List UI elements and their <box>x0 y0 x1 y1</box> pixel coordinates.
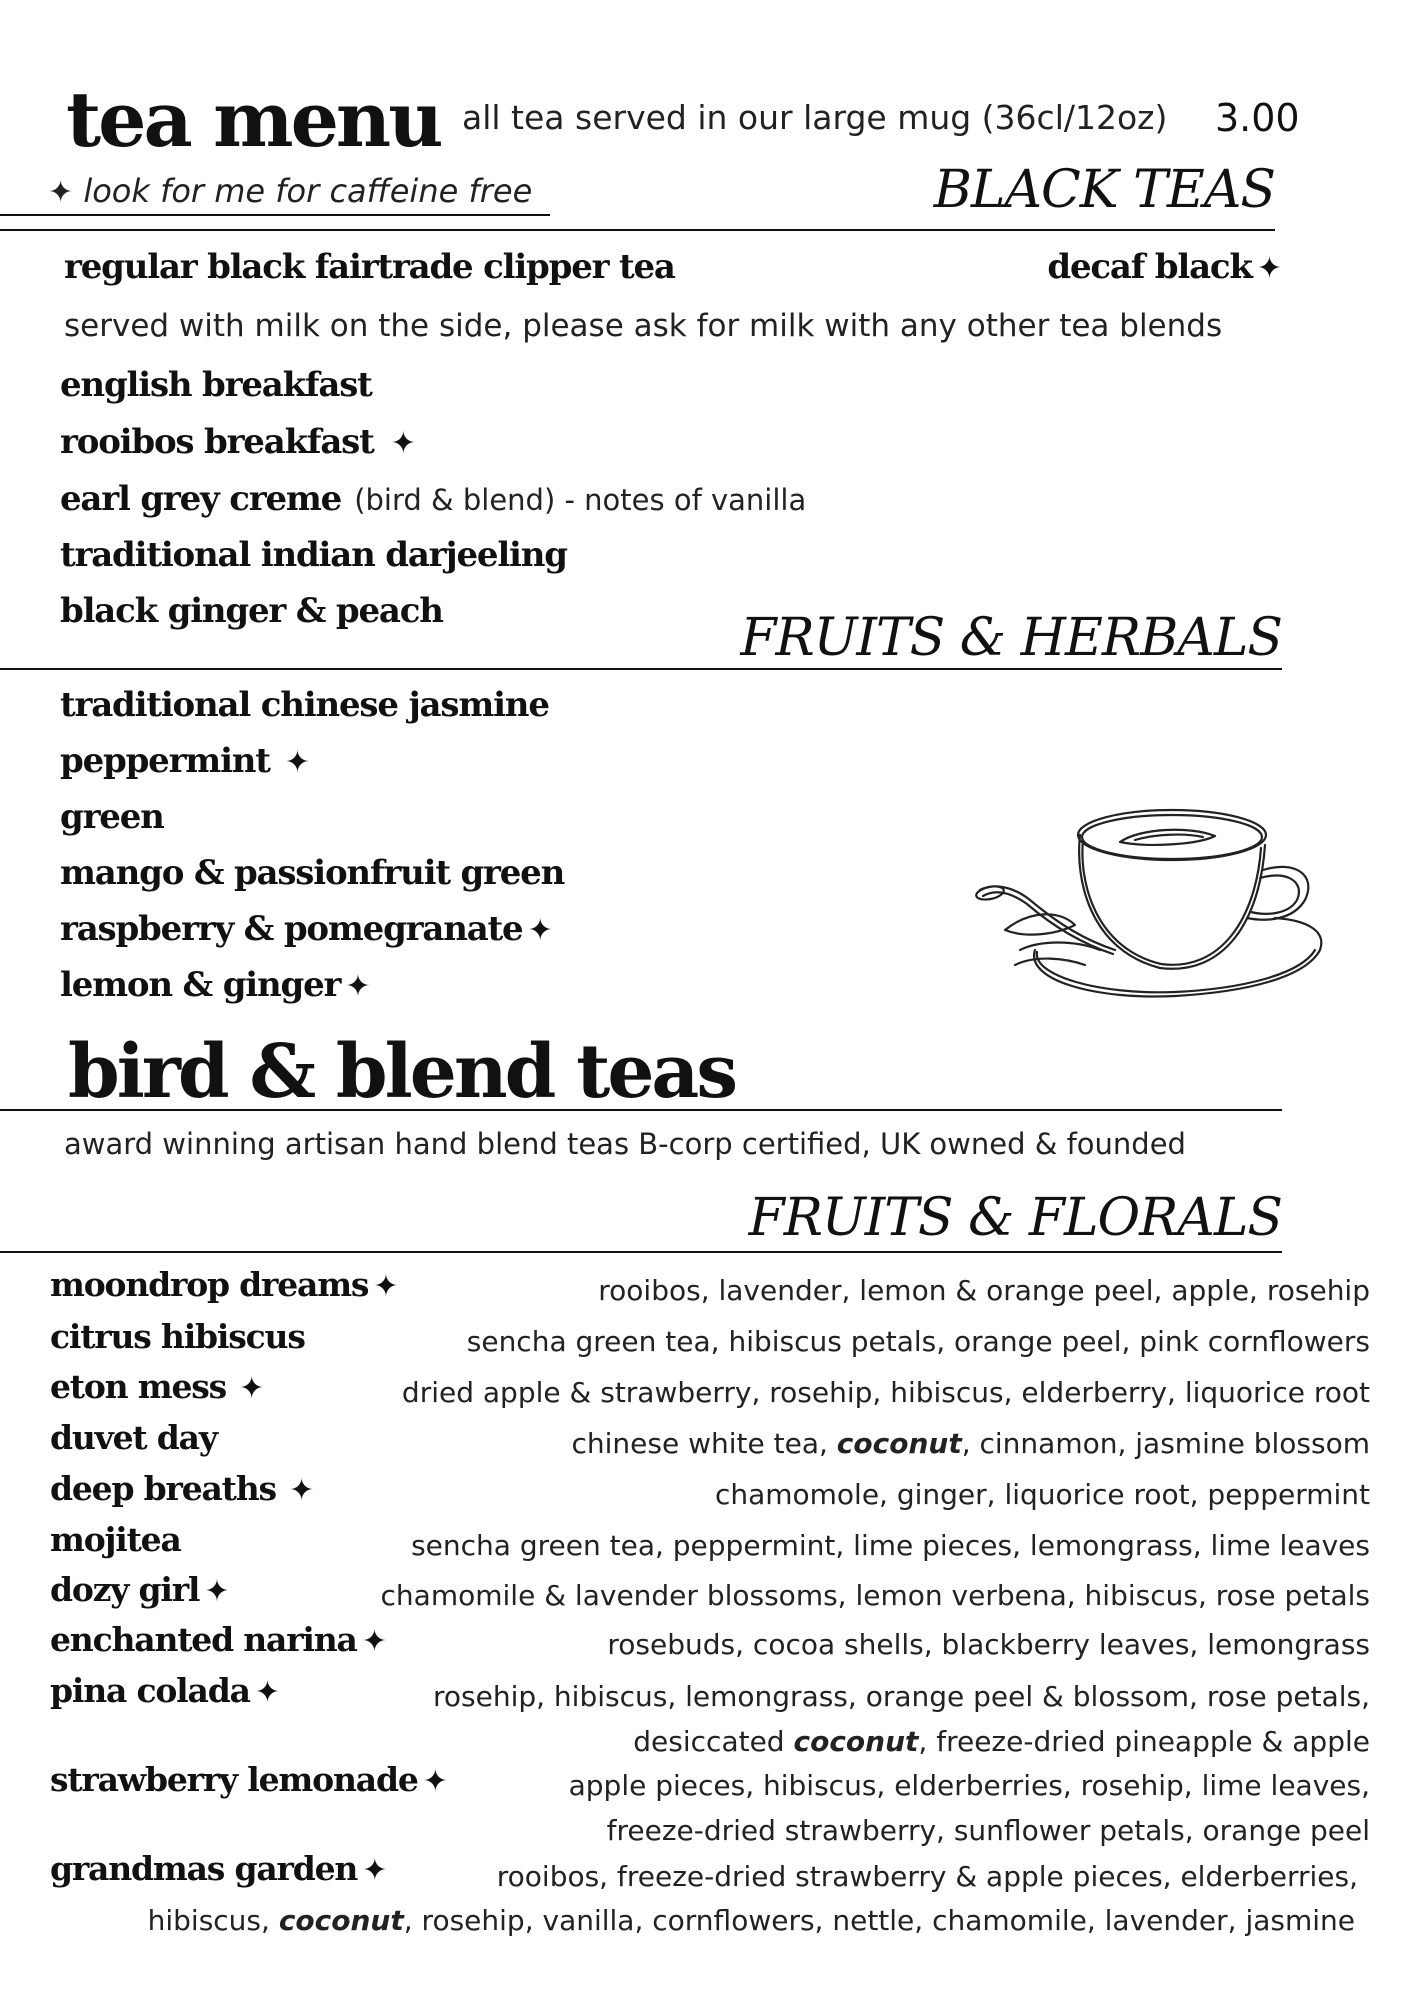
menu-item-earl-grey-creme: earl grey creme (bird & blend) - notes of vanilla <box>60 479 807 519</box>
four-point-star-icon: ✦ <box>284 745 311 780</box>
four-point-star-icon: ✦ <box>527 913 553 948</box>
caffeine-underline <box>0 214 550 216</box>
section-rule-fruits-florals <box>0 1251 1282 1253</box>
menu-item-chinese-jasmine: traditional chinese jasmine <box>60 685 549 725</box>
four-point-star-icon: ✦ <box>361 1624 387 1659</box>
blend-desc: rosebuds, cocoa shells, blackberry leaves, lemongrass <box>607 1628 1370 1661</box>
four-point-star-icon: ✦ <box>362 1853 388 1888</box>
blend-desc: rosehip, hibiscus, lemongrass, orange peel & blossom, rose petals, <box>432 1680 1370 1713</box>
blend-desc: sencha green tea, peppermint, lime pieces, lemongrass, lime leaves <box>411 1529 1370 1562</box>
menu-item-regular-black: regular black fairtrade clipper tea <box>64 247 675 287</box>
blend-desc: rooibos, freeze-dried strawberry & apple pieces, elderberries, <box>496 1860 1358 1893</box>
blend-item-strawberry-lemonade: strawberry lemonade ✦ <box>50 1760 448 1799</box>
bird-blend-title: bird & blend teas <box>68 1029 736 1115</box>
section-rule-bird-blend <box>0 1109 1282 1111</box>
blend-desc: desiccated coconut, freeze-dried pineapple & apple <box>633 1725 1370 1758</box>
blend-item-enchanted-narina: enchanted narina ✦ <box>50 1620 387 1659</box>
four-point-star-icon: ✦ <box>254 1675 280 1710</box>
menu-item-decaf-black: decaf black ✦ <box>1047 247 1282 287</box>
blend-desc: apple pieces, hibiscus, elderberries, rosehip, lime leaves, <box>568 1769 1370 1802</box>
tea-cup-illustration <box>975 800 1335 1020</box>
menu-item-peppermint: peppermint ✦ <box>60 741 311 781</box>
section-rule-fruits-herbals <box>0 668 1282 670</box>
blend-item-dozy-girl: dozy girl ✦ <box>50 1570 230 1609</box>
four-point-star-icon: ✦ <box>422 1764 448 1799</box>
four-point-star-icon: ✦ <box>288 1473 315 1508</box>
blend-desc: chinese white tea, coconut, cinnamon, jasmine blossom <box>571 1427 1370 1460</box>
menu-item-mango-passionfruit: mango & passionfruit green <box>60 853 565 893</box>
blend-desc: hibiscus, coconut, rosehip, vanilla, cornflowers, nettle, chamomile, lavender, jasmine <box>147 1904 1355 1937</box>
price: 3.00 <box>1215 96 1300 140</box>
milk-note: served with milk on the side, please ask for milk with any other tea blends <box>64 308 1223 344</box>
four-point-star-icon: ✦ <box>345 969 371 1004</box>
blend-desc: chamomile & lavender blossoms, lemon verbena, hibiscus, rose petals <box>380 1579 1370 1612</box>
blend-desc: rooibos, lavender, lemon & orange peel, apple, rosehip <box>598 1274 1370 1307</box>
four-point-star-icon: ✦ <box>239 1371 265 1406</box>
menu-item-darjeeling: traditional indian darjeeling <box>60 535 567 575</box>
four-point-star-icon: ✦ <box>204 1574 230 1609</box>
blend-item-grandmas-garden: grandmas garden ✦ <box>50 1849 388 1888</box>
blend-item-duvet-day: duvet day <box>50 1418 217 1457</box>
serving-note: all tea served in our large mug (36cl/12oz) <box>462 98 1168 137</box>
menu-item-rooibos-breakfast: rooibos breakfast ✦ <box>60 422 416 462</box>
menu-title: tea menu <box>66 75 441 164</box>
blend-item-deep-breaths: deep breaths ✦ <box>50 1469 315 1508</box>
four-point-star-icon: ✦ <box>390 426 416 461</box>
section-heading-black-teas: BLACK TEAS <box>933 160 1275 220</box>
blend-item-moondrop-dreams: moondrop dreams ✦ <box>50 1265 399 1304</box>
four-point-star-icon: ✦ <box>373 1269 399 1304</box>
four-point-star-icon: ✦ <box>1256 251 1282 286</box>
blend-item-pina-colada: pina colada ✦ <box>50 1671 280 1710</box>
menu-item-english-breakfast: english breakfast <box>60 365 372 405</box>
menu-item-green: green <box>60 797 164 837</box>
section-heading-fruits-herbals: FRUITS & HERBALS <box>740 608 1282 668</box>
blend-item-mojitea: mojitea <box>50 1520 181 1559</box>
blend-desc: chamomole, ginger, liquorice root, peppermint <box>714 1478 1370 1511</box>
section-heading-fruits-florals: FRUITS & FLORALS <box>748 1188 1282 1248</box>
blend-desc: sencha green tea, hibiscus petals, orange peel, pink cornflowers <box>466 1325 1370 1358</box>
menu-item-raspberry-pomegranate: raspberry & pomegranate ✦ <box>60 909 553 949</box>
section-rule-black-teas <box>0 229 1275 231</box>
blend-desc: freeze-dried strawberry, sunflower petals, orange peel <box>606 1814 1370 1847</box>
menu-item-lemon-ginger: lemon & ginger ✦ <box>60 965 371 1005</box>
menu-item-black-ginger-peach: black ginger & peach <box>60 591 443 631</box>
blend-item-citrus-hibiscus: citrus hibiscus <box>50 1317 305 1356</box>
bird-blend-subtitle: award winning artisan hand blend teas B-corp certified, UK owned & founded <box>64 1127 1186 1161</box>
caffeine-note: ✦ look for me for caffeine free <box>48 172 533 210</box>
blend-item-eton-mess: eton mess ✦ <box>50 1367 265 1406</box>
four-point-star-icon: ✦ <box>48 175 74 210</box>
blend-desc: dried apple & strawberry, rosehip, hibiscus, elderberry, liquorice root <box>401 1376 1370 1409</box>
